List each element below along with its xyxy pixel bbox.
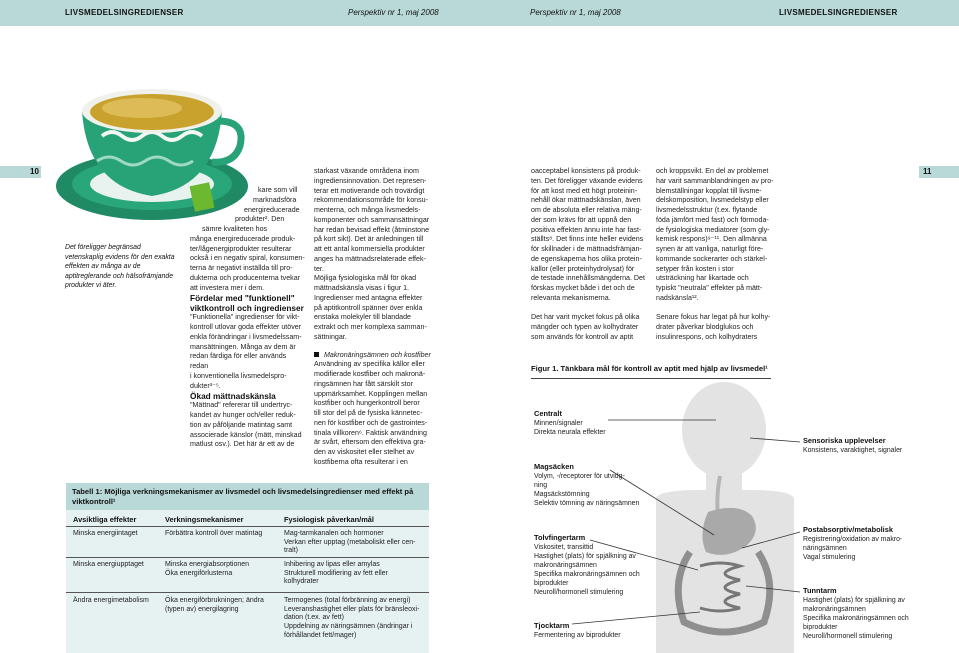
text-line: ingrediensinnovation. Det represen- (314, 176, 427, 185)
table-cell: (typen av) energilagring (165, 605, 239, 613)
text-line: relevanta mekanismerna. (531, 293, 611, 302)
label-title: Centralt (534, 409, 562, 418)
table-cell: Minska energiintaget (73, 530, 138, 537)
label-line: makronäringsämnen (534, 562, 597, 569)
text-line: livsmedelsstruktur (t.ex. flytande (656, 206, 758, 214)
label-line: Neuroll/hormonell stimulering (803, 633, 893, 640)
text-line: nehåll ökar mättnadskänslan, även (531, 196, 641, 205)
text-line: Användning av specifika källor eller (314, 360, 425, 369)
label-line: Konsistens, varaktighet, signaler (803, 447, 903, 454)
label-line: Registrering/oxidation av makro- (803, 536, 903, 543)
text-line: till stor del på de fysiska kännetec- (314, 409, 423, 417)
text-line: i konventionella livsmedelspro- (190, 371, 287, 380)
text-line: Senare fokus har legat på hur kolhy- (656, 313, 771, 322)
label-magsacken (534, 462, 664, 508)
table-cell: Förbättra kontroll över matintag (165, 530, 263, 537)
label-line: Vagal stimulering (803, 554, 856, 561)
label-line: ning (534, 482, 548, 489)
text-line: mättnadskänsla visas i figur 1. (314, 284, 410, 292)
label-postabsorptiv (803, 525, 953, 562)
table-cell: Uppdelning av näringsämnen (ändringar i (284, 623, 413, 631)
text-line: mansättningen. Många av dem är (190, 342, 296, 351)
label-tjocktarm (534, 621, 664, 640)
text-line: som används för kontroll av aptit (531, 332, 634, 341)
text-line: mängder och typen av kolhydrater (531, 323, 639, 331)
text-line: matlust osv.). Det här är ett av de (190, 440, 295, 449)
text-line: insulinrespons, och kolhydraters (656, 332, 758, 341)
text-line: menterna, och många livsmedels- (314, 206, 421, 214)
text-line: har redan bevisad effekt (åtminstone (314, 225, 430, 234)
text-line: associerade känslor (mätt, minskad (190, 430, 302, 439)
text-line: att ett antal kommersiella produkter (314, 245, 425, 253)
text-line: positiva effekten ännu inte har fast- (531, 225, 642, 234)
table-cell: Leveranshastighet eller plats för bränsleoxi- (284, 605, 420, 613)
text-line: utsträckning har likartade och (656, 274, 749, 283)
text-line: terar ett motiverande och trovärdigt (314, 186, 425, 195)
label-line: Specifika makronäringsämnen och (534, 571, 640, 578)
header-section-right: LIVSMEDELSINGREDIENSER (779, 8, 898, 17)
label-line: Volym, -/receptorer för utvidg- (534, 473, 625, 480)
table-cell: Termogenes (total förbränning av energi) (284, 597, 411, 604)
text-line: oacceptabel konsistens på produk- (531, 167, 641, 175)
text-line: marknadsföra (253, 195, 297, 204)
text-line: för att kost med ett högt proteinin- (531, 186, 638, 195)
text-line: kandet av hunger och/eller reduk- (190, 411, 296, 419)
text-line: typiskt "neutrala" effekter på mätt- (656, 284, 763, 292)
text-line: kare som vill (258, 186, 298, 194)
table-cell: Verkan efter upptag (metaboliskt eller cen- (284, 538, 416, 546)
section-heading: Ökad mättnadskänsla (190, 391, 276, 402)
text-line: sättningar. (314, 332, 347, 341)
label-title: Postabsorptiv/metabolisk (803, 525, 893, 534)
label-line: Fermentering av biprodukter (534, 632, 621, 639)
text-line: och kroppsvikt. En del av problemet (656, 167, 769, 175)
label-line: Viskositet, transittid (534, 544, 594, 551)
photo-caption: Det föreligger begränsad vetenskaplig evidens för den exakta effekten av många av de aptitreglerande och hälsofrämjande produkter vi äter. (65, 244, 175, 289)
text-line: drater påverkar blodglukos och (656, 323, 754, 331)
text-line: ten. Det föreligger växande evidens (531, 176, 643, 185)
table-cell: Öka energiförlusterna (165, 569, 233, 577)
text-line: nadskänsla¹². (656, 293, 699, 302)
page-number-left: 10 (0, 166, 41, 178)
text-line: delskomposition, livsmedelstyp eller (656, 196, 769, 205)
text-line: extrakt och mer komplexa samman- (314, 323, 427, 331)
text-line: har varit sammanblandningen av pro- (656, 176, 774, 185)
text-line: sämre kvaliteten hos (202, 225, 268, 233)
header-issue-left: Perspektiv nr 1, maj 2008 (348, 8, 439, 17)
label-line: Minnen/signaler (534, 420, 583, 427)
text-line: der som krävs för att uppnå den (531, 215, 632, 224)
text-line: setyper från kosten i stor (656, 264, 734, 273)
label-sensoriska (803, 436, 953, 455)
text-line: synen är att vanliga, naturligt före- (656, 245, 764, 253)
text-line: föda jämfört med fast) och förmoda- (656, 215, 769, 224)
label-line: Neuroll/hormonell stimulering (534, 589, 624, 596)
text-line: är svårt, eftersom den effektiva gra- (314, 438, 426, 447)
label-line: Specifika makronäringsämnen och (803, 615, 909, 622)
label-line: Hastighet (plats) för spjälkning av (534, 553, 636, 560)
text-line: Det har varit mycket fokus på olika (531, 313, 640, 322)
label-line: Magsäckstömning (534, 491, 590, 498)
text-line: redan färdiga för eller används redan (190, 352, 287, 370)
figure-title: Figur 1. Tänkbara mål för kontroll av aptit med hjälp av livsmedel¹ (531, 364, 768, 373)
text-line: kemisk respons)⁹⁻¹¹. Den allmänna (656, 235, 767, 244)
table-header-cell: Verkningsmekanismer (165, 515, 244, 524)
table-header-cell: Avsiktliga effekter (73, 515, 137, 524)
label-title: Sensoriska upplevelser (803, 436, 886, 445)
text-line: de egenskaperna hos olika protein- (531, 254, 642, 263)
text-line: ter/lågenergiprodukter resulterar (190, 244, 292, 253)
table-cell: Minska energiupptaget (73, 561, 144, 568)
text-line: Ingredienser med antagna effekter (314, 293, 423, 302)
text-line: nen för kostfiber och de gastrointes- (314, 418, 428, 427)
text-line: förskas mycket både i det och de (531, 284, 635, 292)
header-section-left: LIVSMEDELSINGREDIENSER (65, 8, 184, 17)
label-tolvfingertarm (534, 533, 669, 597)
table-cell: kolhydrater (284, 578, 319, 586)
text-line: också i en negativ spiral, konsumen- (190, 254, 305, 263)
table-cell: Strukturell modifiering av fett eller (284, 569, 388, 577)
text-line: den av viskositet eller stelhet av (314, 448, 415, 456)
subheading-text: Makronäringsämnen och kostfiber (324, 350, 431, 359)
section-heading: Fördelar med "funktionell" viktkontroll och ingredienser (190, 293, 304, 314)
text-line: terna är negativt inställda till pro- (190, 264, 293, 272)
label-centralt (534, 409, 664, 437)
text-line: att investera mer i dem. (190, 283, 265, 292)
text-line: kontroll utlovar goda effekter utöver (190, 323, 302, 331)
text-line: tion av påföljande matintag samt (190, 420, 293, 429)
label-line: makronäringsämnen (803, 606, 866, 613)
page-number-right: 11 (919, 166, 959, 178)
text-line: enstaka molekyler till blandade (314, 313, 412, 322)
label-title: Tolvfingertarm (534, 533, 586, 542)
text-line: ringsämnen har fått särskilt stor (314, 379, 413, 388)
table-cell: Minska energiabsorptionen (165, 561, 250, 568)
text-line: om de absoluta eller relativa mäng- (531, 206, 642, 214)
text-line: "Funktionella" ingredienser för vikt- (190, 313, 300, 322)
text-line: de fysiologiska mediatorer (som gly- (656, 225, 770, 234)
text-line: energireducerade (244, 205, 300, 214)
text-line: enkla förändringar i livsmedelssam- (190, 332, 302, 341)
label-title: Magsäcken (534, 462, 574, 471)
table-cell: Ändra energimetabolism (73, 597, 149, 604)
header-issue-right: Perspektiv nr 1, maj 2008 (530, 8, 621, 17)
text-line: dukterna och producenterna tvekar (190, 273, 301, 282)
text-line: ter. (314, 264, 324, 273)
table-cell: dation (t.ex. av fett) (284, 614, 344, 622)
label-title: Tjocktarm (534, 621, 570, 630)
text-line: uppmärksamhet. Kopplingen mellan (314, 389, 428, 398)
text-line: tinala villkoren⁶. Faktisk användning (314, 428, 427, 437)
text-line: kostfiberna ofta resulterar i en (314, 457, 408, 466)
label-line: biprodukter (803, 624, 838, 631)
text-line: rekommendationsområde för konsu- (314, 196, 428, 205)
text-line: modifierade kostfiber och makronä- (314, 370, 426, 378)
table-cell: tralt) (284, 547, 298, 555)
label-line: näringsämnen (803, 545, 847, 552)
text-line: kostfiber och hungerkontroll beror (314, 399, 420, 408)
table-cell: Inhibering av lipas eller amylas (284, 561, 380, 568)
text-line: de testade innehållsmängderna. Det (531, 274, 645, 283)
text-line: källor (eller proteinhydrolysat) för (531, 264, 635, 273)
text-line: blemställningar kopplat till livsme- (656, 186, 762, 195)
text-line: på kort sikt). Det är anledningen till (314, 235, 424, 244)
label-line: Hastighet (plats) för spjälkning av (803, 597, 905, 604)
text-line: starkast växande områdena inom (314, 167, 419, 175)
text-line: dukter³⁻⁵. (190, 381, 221, 390)
table-title: Tabell 1: Möjliga verkningsmekanismer av livsmedel och livsmedelsingredienser med effekt på viktkontroll¹ (66, 483, 429, 510)
text-line: ställts⁸. Det finns inte heller evidens (531, 235, 644, 244)
text-line: produkter². Den (235, 215, 285, 224)
text-line: kommande sockerarter och stärkel- (656, 254, 768, 263)
label-line: biprodukter (534, 580, 569, 587)
text-line: "Mättnad" refererar till undertryc- (190, 401, 293, 410)
text-line: många energireducerade produk- (190, 234, 296, 243)
label-line: Direkta neurala effekter (534, 429, 606, 436)
label-title: Tunntarm (803, 586, 837, 595)
label-line: Selektiv tömning av näringsämnen (534, 500, 640, 507)
text-line: anges ha mättnadsrelaterade effek- (314, 254, 426, 263)
text-line: på aptitkontroll spänner över enkla (314, 303, 423, 312)
table-header-cell: Fysiologisk påverkan/mål (284, 515, 374, 524)
text-line: komponenter och sammansättningar (314, 215, 430, 224)
table-cell: förhållandet fett/mager) (284, 631, 357, 639)
text-line: Möjliga fysiologiska mål för ökad (314, 274, 417, 283)
text-line: för skillnader i de mättnadsfrämjan- (531, 245, 642, 253)
table-cell: Öka energiförbrukningen; ändra (165, 597, 264, 604)
label-tunntarm (803, 586, 953, 641)
table-cell: Mag-tarmkanalen och hormoner (284, 530, 384, 537)
